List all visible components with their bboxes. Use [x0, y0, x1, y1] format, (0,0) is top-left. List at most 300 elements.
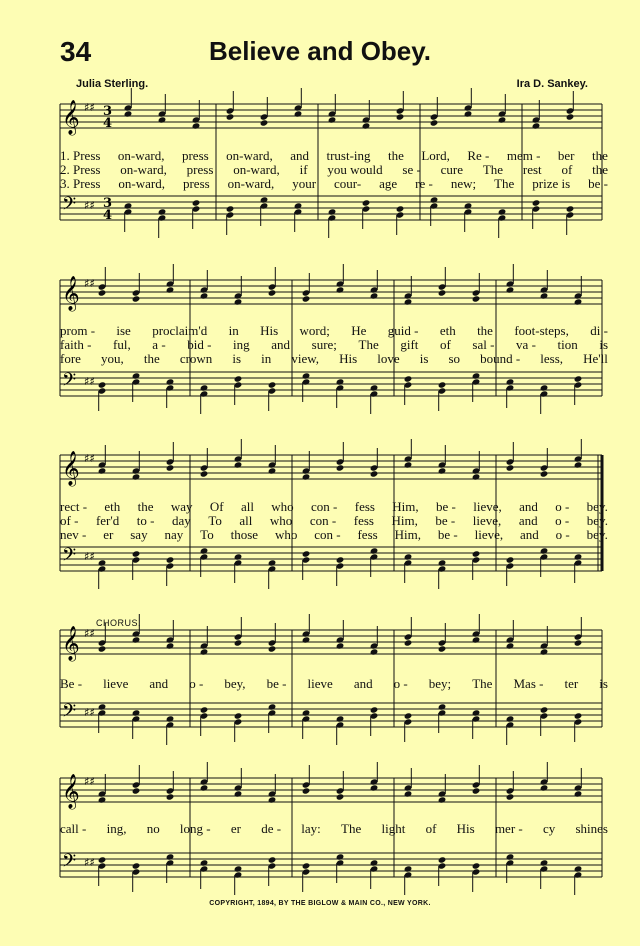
lyric-syllable: Of	[209, 499, 224, 514]
lyric-syllable: shines	[575, 821, 608, 836]
note-head	[438, 467, 447, 474]
note-head	[464, 110, 473, 117]
key-signature-sharps: ♯♯	[84, 550, 95, 563]
note-head	[370, 547, 379, 554]
note-head	[98, 796, 107, 803]
note-head	[472, 372, 481, 379]
lyric-syllable: di -	[590, 323, 608, 338]
note-head	[166, 793, 175, 800]
lyric-syllable: rest	[522, 162, 542, 177]
chorus-label: CHORUS.	[96, 618, 142, 628]
note-head	[200, 648, 209, 655]
lyric-syllable: way	[170, 499, 193, 514]
lyric-syllable: bey.	[586, 513, 608, 528]
lyric-syllable: on-ward,	[120, 162, 167, 177]
lyric-syllable: lieve	[103, 676, 129, 691]
note-head	[430, 196, 439, 203]
note-head	[370, 648, 379, 655]
lyric-verse-2	[60, 338, 608, 352]
key-signature-sharps: ♯♯	[84, 856, 95, 869]
lyric-syllable: cy	[542, 821, 556, 836]
lyric-syllable: The	[482, 162, 504, 177]
lyric-syllable: be -	[266, 676, 287, 691]
note-head	[268, 645, 277, 652]
note-head	[506, 556, 515, 563]
lyric-syllable: lay:	[301, 821, 321, 836]
lyric-syllable: the	[591, 148, 608, 163]
lyric-syllable: To	[208, 513, 222, 528]
note-head	[540, 706, 549, 713]
lyric-syllable: lieve,	[473, 499, 502, 514]
note-head	[302, 295, 311, 302]
lyric-verse-3	[60, 352, 608, 366]
lyric-syllable: in	[261, 351, 272, 366]
lyric-syllable: To	[200, 527, 214, 542]
lyric-syllable: de -	[261, 821, 282, 836]
lyric-syllable: His	[339, 351, 358, 366]
note-head	[268, 381, 277, 388]
lyric-syllable: and	[353, 676, 373, 691]
note-head	[430, 119, 439, 126]
lyric-verse-3	[60, 177, 608, 191]
lyric-chorus	[60, 677, 608, 691]
lyric-syllable: rect -	[60, 499, 88, 514]
lyric-syllable: fore	[60, 351, 81, 366]
lyric-syllable: be -	[437, 527, 458, 542]
note-head	[574, 298, 583, 305]
treble-clef-icon: 𝄞	[62, 451, 80, 486]
lyric-syllable: er	[103, 527, 114, 542]
lyric-verse-3	[60, 528, 608, 542]
lyric-syllable: press	[181, 148, 209, 163]
hymn-title: Believe and Obey.	[208, 36, 432, 66]
lyric-syllable: The	[494, 176, 515, 191]
lyric-syllable: age	[379, 176, 398, 191]
note-head	[540, 784, 549, 791]
lyric-syllable: and	[518, 513, 538, 528]
note-head	[370, 784, 379, 791]
note-head	[336, 853, 345, 860]
lyric-syllable: of	[561, 162, 573, 177]
lyric-syllable: 2. Press	[60, 162, 101, 177]
note-head	[268, 559, 277, 566]
note-head	[294, 202, 303, 209]
note-head	[404, 298, 413, 305]
lyric-syllable: who	[269, 513, 293, 528]
lyric-syllable: on-ward,	[233, 162, 280, 177]
lyric-syllable: va -	[516, 337, 536, 352]
note-head	[336, 642, 345, 649]
note-head	[336, 378, 345, 385]
note-head	[396, 205, 405, 212]
note-head	[302, 709, 311, 716]
note-head	[302, 473, 311, 480]
note-head	[98, 467, 107, 474]
lyric-syllable: is	[419, 351, 429, 366]
lyric-syllable: gift	[400, 337, 419, 352]
lyric-syllable: eth	[104, 499, 121, 514]
lyric-syllable: your	[292, 176, 317, 191]
note-head	[336, 715, 345, 722]
key-signature-sharps: ♯♯	[84, 101, 95, 114]
lyric-syllable: Mas -	[513, 676, 544, 691]
note-head	[438, 703, 447, 710]
note-head	[438, 381, 447, 388]
lyric-syllable: er	[230, 821, 241, 836]
lyric-syllable: con -	[309, 513, 337, 528]
note-head	[200, 470, 209, 477]
note-head	[404, 639, 413, 646]
lyric-syllable: prom -	[60, 323, 96, 338]
bass-clef-icon: 𝄢	[62, 194, 77, 219]
key-signature-sharps: ♯♯	[84, 199, 95, 212]
note-head	[166, 556, 175, 563]
lyric-syllable: day	[172, 513, 191, 528]
time-signature-top: 3	[103, 196, 113, 211]
note-head	[166, 464, 175, 471]
bass-clef-icon: 𝄢	[62, 545, 77, 570]
lyric-syllable: se -	[402, 162, 421, 177]
time-signature-bottom: 4	[103, 116, 113, 131]
hymn-number: 34	[60, 36, 92, 67]
note-head	[370, 384, 379, 391]
lyric-syllable: fer'd	[95, 513, 120, 528]
lyrics-chorus-1	[60, 677, 608, 691]
lyric-syllable: con -	[314, 527, 341, 542]
note-head	[166, 286, 175, 293]
note-head	[200, 292, 209, 299]
lyric-syllable: long -	[179, 821, 211, 836]
lyric-syllable: on-ward,	[226, 148, 273, 163]
note-head	[574, 790, 583, 797]
note-head	[132, 862, 141, 869]
note-head	[566, 113, 575, 120]
lyric-syllable: press	[182, 176, 210, 191]
note-head	[234, 553, 243, 560]
lyric-syllable: who	[271, 499, 294, 514]
note-head	[166, 378, 175, 385]
note-head	[294, 110, 303, 117]
note-head	[132, 473, 141, 480]
note-head	[124, 202, 133, 209]
lyric-syllable: ter	[564, 676, 579, 691]
lyric-syllable: nay	[164, 527, 184, 542]
note-head	[472, 862, 481, 869]
note-head	[532, 199, 541, 206]
lyric-syllable: be -	[588, 176, 608, 191]
lyric-syllable: fess	[354, 499, 375, 514]
note-head	[234, 712, 243, 719]
note-head	[438, 796, 447, 803]
note-head	[132, 550, 141, 557]
lyric-syllable: o -	[393, 676, 408, 691]
note-head	[464, 202, 473, 209]
note-head	[302, 550, 311, 557]
note-head	[260, 119, 269, 126]
note-head	[370, 706, 379, 713]
lyric-syllable: on-ward,	[118, 176, 165, 191]
lyric-syllable: on-ward,	[117, 148, 165, 163]
lyric-syllable: o -	[555, 513, 570, 528]
time-signature-top: 3	[103, 104, 113, 119]
note-head	[472, 550, 481, 557]
note-head	[540, 384, 549, 391]
lyric-syllable: o -	[189, 676, 204, 691]
lyric-syllable: bey.	[586, 527, 608, 542]
lyric-syllable: guid -	[387, 323, 419, 338]
lyric-syllable: fess	[353, 513, 374, 528]
lyric-syllable: you would	[327, 162, 383, 177]
note-head	[132, 636, 141, 643]
note-head	[336, 556, 345, 563]
note-head	[362, 199, 371, 206]
note-head	[302, 787, 311, 794]
note-head	[396, 113, 405, 120]
lyrics-system-1	[60, 149, 608, 191]
note-head	[132, 372, 141, 379]
note-head	[234, 639, 243, 646]
lyric-syllable: His	[260, 323, 279, 338]
lyric-syllable: is	[599, 337, 608, 352]
lyric-syllable: eth	[439, 323, 456, 338]
note-head	[506, 642, 515, 649]
note-head	[438, 645, 447, 652]
note-head	[506, 378, 515, 385]
lyric-syllable: and	[519, 499, 538, 514]
lyric-verse-2	[60, 514, 608, 528]
note-head	[98, 645, 107, 652]
key-signature-sharps: ♯♯	[84, 277, 95, 290]
lyric-syllable: those	[230, 527, 259, 542]
note-head	[98, 703, 107, 710]
note-head	[234, 790, 243, 797]
note-head	[404, 790, 413, 797]
lyric-syllable: Re -	[467, 148, 490, 163]
lyric-syllable: His	[456, 821, 475, 836]
lyric-verse-1	[60, 500, 608, 514]
lyric-syllable: all	[239, 513, 253, 528]
note-head	[132, 787, 141, 794]
lyric-syllable: is	[599, 676, 608, 691]
note-head	[200, 706, 209, 713]
lyric-syllable: love	[377, 351, 400, 366]
key-signature-sharps: ♯♯	[84, 775, 95, 788]
note-head	[158, 208, 167, 215]
lyric-syllable: so	[448, 351, 461, 366]
lyric-syllable: new;	[450, 176, 477, 191]
lyric-syllable: of	[425, 821, 437, 836]
lyric-syllable: the	[137, 499, 154, 514]
note-head	[98, 559, 107, 566]
lyric-syllable: 3. Press	[60, 176, 101, 191]
bass-clef-icon: 𝄢	[62, 370, 77, 395]
lyric-syllable: The	[358, 337, 379, 352]
lyric-syllable: bid -	[187, 337, 212, 352]
lyric-syllable: Him,	[392, 499, 419, 514]
lyric-verse-1	[60, 149, 608, 163]
lyric-syllable: ing,	[106, 821, 127, 836]
note-head	[404, 461, 413, 468]
note-head	[506, 286, 515, 293]
note-head	[574, 865, 583, 872]
note-head	[336, 464, 345, 471]
lyric-syllable: and	[271, 337, 291, 352]
lyric-syllable: less,	[540, 351, 564, 366]
note-head	[438, 289, 447, 296]
lyrics-system-2	[60, 324, 608, 366]
note-head	[192, 199, 201, 206]
lyric-syllable: The	[341, 821, 362, 836]
lyric-syllable: no	[146, 821, 160, 836]
note-head	[404, 375, 413, 382]
note-head	[234, 461, 243, 468]
treble-clef-icon: 𝄞	[62, 100, 80, 135]
lyric-syllable: word;	[299, 323, 330, 338]
lyric-syllable: faith -	[60, 337, 92, 352]
lyric-syllable: call -	[60, 821, 87, 836]
lyric-syllable: and	[149, 676, 169, 691]
lyric-syllable: o -	[555, 527, 570, 542]
note-head	[268, 703, 277, 710]
note-head	[404, 553, 413, 560]
bass-clef-icon: 𝄢	[62, 851, 77, 876]
note-head	[328, 208, 337, 215]
lyric-syllable: and	[520, 527, 539, 542]
note-head	[472, 295, 481, 302]
lyric-syllable: bound -	[480, 351, 521, 366]
key-signature-sharps: ♯♯	[84, 452, 95, 465]
note-head	[404, 712, 413, 719]
note-head	[574, 375, 583, 382]
lyric-syllable: of	[439, 337, 451, 352]
note-head	[200, 859, 209, 866]
note-head	[540, 648, 549, 655]
lyric-syllable: He	[351, 323, 367, 338]
lyric-syllable: The	[472, 676, 493, 691]
lyric-syllable: trust-ing	[326, 148, 371, 163]
lyric-syllable: all	[240, 499, 254, 514]
note-head	[166, 715, 175, 722]
key-signature-sharps: ♯♯	[84, 706, 95, 719]
lyric-syllable: foot-steps,	[514, 323, 569, 338]
lyric-syllable: in	[228, 323, 239, 338]
note-head	[404, 865, 413, 872]
lyric-syllable: bey,	[224, 676, 246, 691]
lyric-syllable: ful,	[113, 337, 131, 352]
note-head	[328, 116, 337, 123]
note-head	[574, 461, 583, 468]
lyric-syllable: mer -	[494, 821, 523, 836]
lyric-syllable: sure;	[311, 337, 337, 352]
lyricist-credit: Julia Sterling.	[76, 78, 149, 90]
lyric-chorus	[60, 822, 608, 836]
lyric-syllable: He'll	[583, 351, 608, 366]
note-head	[506, 464, 515, 471]
lyric-syllable: proclaim'd	[152, 323, 208, 338]
lyric-syllable: of -	[60, 513, 79, 528]
key-signature-sharps: ♯♯	[84, 627, 95, 640]
lyric-syllable: who	[274, 527, 298, 542]
note-head	[574, 639, 583, 646]
lyric-verse-1	[60, 324, 608, 338]
lyric-syllable: and	[290, 148, 309, 163]
lyric-syllable: tion	[557, 337, 578, 352]
lyric-syllable: the	[143, 351, 160, 366]
time-signature-bottom: 4	[103, 208, 113, 223]
lyric-syllable: ise	[116, 323, 131, 338]
copyright-notice: COPYRIGHT, 1894, BY THE BIGLOW & MAIN CO., NEW YORK.	[209, 900, 431, 907]
note-head	[226, 205, 235, 212]
note-head	[268, 467, 277, 474]
note-head	[506, 715, 515, 722]
composer-credit: Ira D. Sankey.	[516, 78, 588, 90]
note-head	[574, 712, 583, 719]
note-head	[302, 372, 311, 379]
note-head	[302, 862, 311, 869]
lyric-syllable: a -	[152, 337, 166, 352]
note-head	[132, 709, 141, 716]
lyric-syllable: on-ward,	[227, 176, 275, 191]
lyric-syllable: be -	[436, 499, 456, 514]
note-head	[362, 122, 371, 129]
lyric-syllable: cure	[440, 162, 464, 177]
lyric-syllable: say	[130, 527, 148, 542]
note-head	[370, 470, 379, 477]
lyric-syllable: be -	[435, 513, 456, 528]
lyrics-chorus-2	[60, 822, 608, 836]
note-head	[192, 122, 201, 129]
treble-clef-icon: 𝄞	[62, 626, 80, 661]
lyric-syllable: is	[232, 351, 242, 366]
lyric-syllable: bey.	[586, 499, 608, 514]
note-head	[268, 796, 277, 803]
treble-clef-icon: 𝄞	[62, 276, 80, 311]
note-head	[438, 559, 447, 566]
lyric-syllable: you,	[101, 351, 124, 366]
lyric-syllable: the	[592, 162, 608, 177]
note-head	[540, 292, 549, 299]
note-head	[132, 295, 141, 302]
note-head	[166, 853, 175, 860]
note-head	[260, 196, 269, 203]
lyric-syllable: lieve,	[474, 527, 504, 542]
note-head	[574, 553, 583, 560]
lyric-syllable: ber	[557, 148, 575, 163]
note-head	[532, 122, 541, 129]
note-head	[506, 793, 515, 800]
note-head	[566, 205, 575, 212]
lyric-syllable: crown	[179, 351, 213, 366]
note-head	[200, 384, 209, 391]
lyric-syllable: sal -	[472, 337, 495, 352]
note-head	[472, 473, 481, 480]
lyric-syllable: light	[381, 821, 406, 836]
note-head	[268, 856, 277, 863]
lyric-syllable: Be -	[60, 676, 83, 691]
lyric-syllable: mem -	[506, 148, 541, 163]
note-head	[234, 375, 243, 382]
lyric-syllable: o -	[555, 499, 570, 514]
lyric-syllable: press	[186, 162, 214, 177]
note-head	[268, 289, 277, 296]
note-head	[234, 298, 243, 305]
lyric-syllable: view,	[291, 351, 320, 366]
treble-clef-icon: 𝄞	[62, 774, 80, 809]
lyric-syllable: bey;	[428, 676, 452, 691]
note-head	[438, 856, 447, 863]
lyric-syllable: the	[387, 148, 404, 163]
note-head	[498, 116, 507, 123]
